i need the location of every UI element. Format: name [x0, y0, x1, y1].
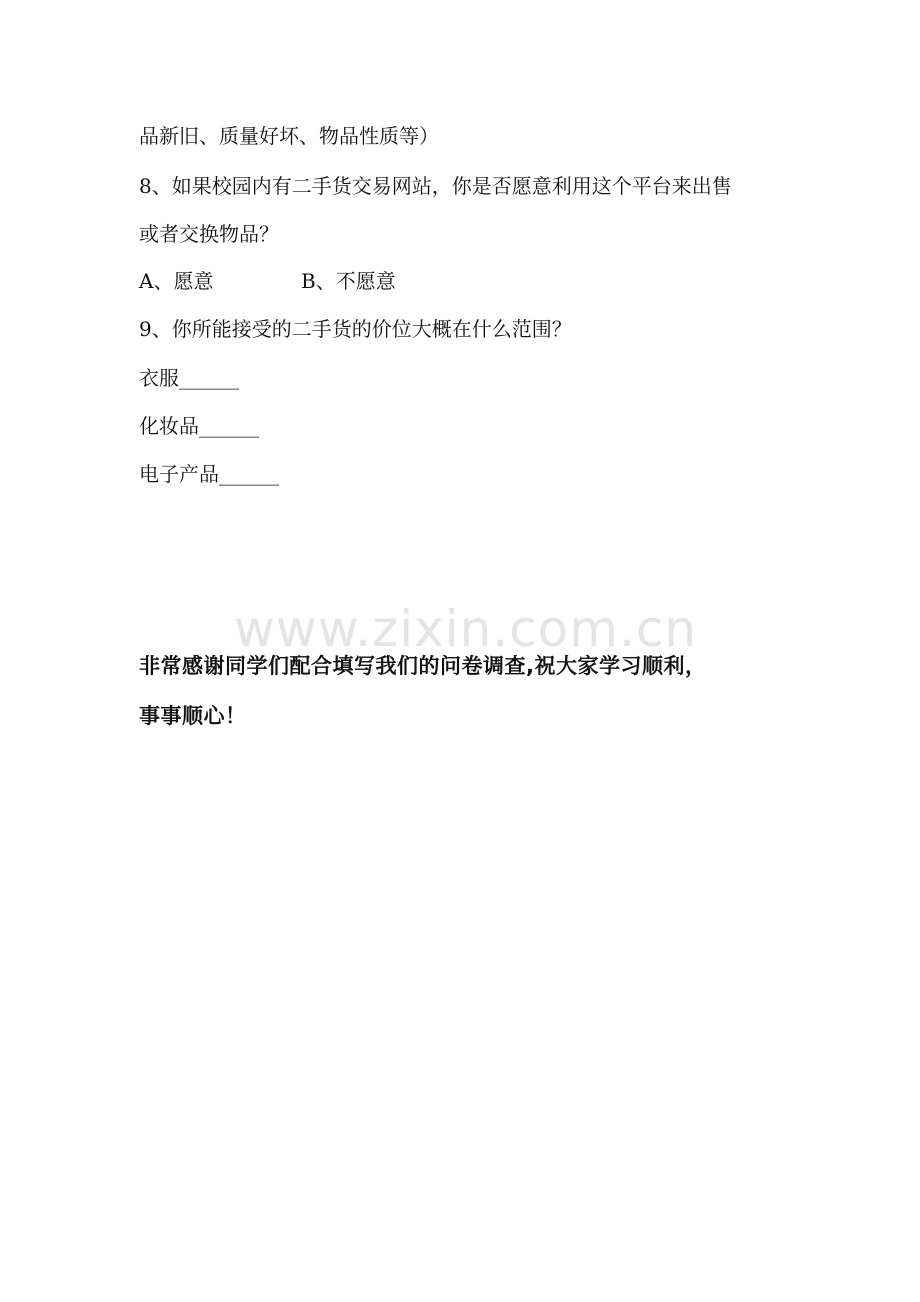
question-8-line-2: 或者交换物品？: [139, 222, 279, 246]
closing-line-1: 非常感谢同学们配合填写我们的问卷调查,祝大家学习顺利，: [139, 654, 707, 678]
price-electronics: 电子产品______: [139, 462, 279, 486]
question-9: 9、你所能接受的二手货的价位大概在什么范围？: [139, 317, 572, 341]
option-b: B、不愿意: [301, 269, 396, 293]
question-8-line-1: 8、如果校园内有二手货交易网站，你是否愿意利用这个平台来出售: [139, 174, 732, 198]
closing-line-2: 事事顺心！: [139, 704, 247, 728]
price-clothes: 衣服______: [139, 366, 239, 390]
question-8-options: [139, 269, 396, 293]
price-cosmetics: 化妆品______: [139, 414, 259, 438]
continuation-text: 品新旧、质量好坏、物品性质等）: [139, 124, 439, 148]
option-a: A、愿意: [139, 269, 214, 293]
watermark: www.zixin.com.cn: [234, 600, 698, 658]
